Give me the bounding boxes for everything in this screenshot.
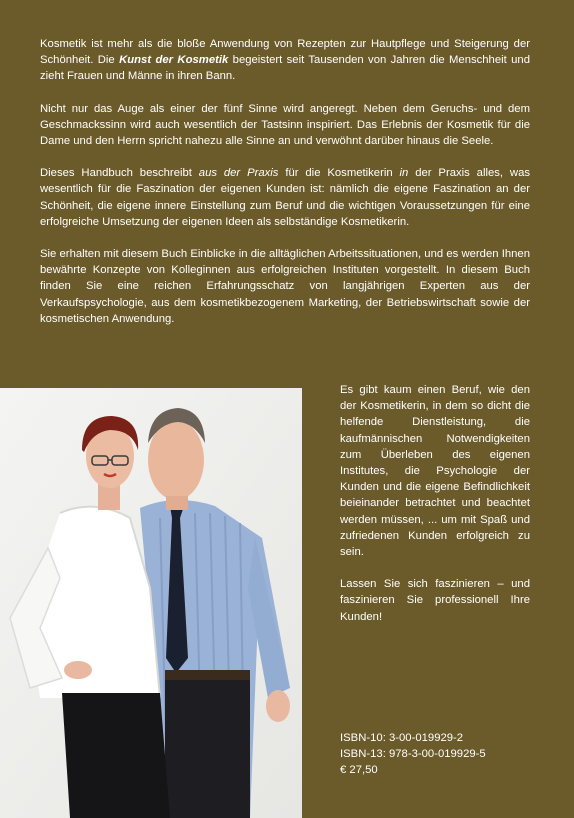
intro-p3-text-c: der Praxis alles, was wesentlich für die Faszination der eigenen Kunden ist: nämlich die eigene Faszination an der Schönheit, die eigene innere Einstellung zum Beruf und die wichtigen Voraussetzungen für eine erfolgreiche Umsetzung der eigenen Ideen als selbständige Kosmetikerin. [40,167,531,228]
isbn-13: ISBN-13: 978-3-00-019929-5 [340,748,486,761]
price: € 27,50 [340,764,378,777]
intro-p3-emphasis-1: aus der Praxis [198,167,279,180]
intro-p3-text-a: Dieses Handbuch beschreibt [40,167,199,180]
author-photo-illustration [0,388,302,818]
intro-p3-emphasis-2: in [399,167,409,180]
intro-paragraph-3 [40,165,530,230]
intro-p3-text-b: für die Kosmetikerin [278,167,400,180]
side-paragraph-1: Es gibt kaum einen Beruf, wie den der Kosmetikerin, in dem so dicht die helfende Dienstleistung, die kaufmännischen Notwendigkeiten zum Überleben des eigenen Institutes, die Psychologie der Kunden und die eigene Befindlichkeit beieinander betrachtet und beachtet werden müssen, ... um mit Spaß und zufriedenen Kunden erfolgreich zu sein. [340,384,530,559]
intro-paragraph-4: Sie erhalten mit diesem Buch Einblicke in die alltäglichen Arbeitssituationen, und es werden Ihnen bewährte Konzepte von Kolleginnen aus erfolgreichen Instituten vorgestellt. In diesem Buch finden Sie eine reichen Erfahrungsschatz von langjährigen Experten aus der Verkaufspsychologie, aus dem kosmetikbezogenem Marketing, der Betriebswirtschaft sowie der kosmetischen Anwendung. [40,248,530,325]
author-photo [0,388,302,818]
side-paragraph-2: Lassen Sie sich faszinieren – und faszinieren Sie professionell Ihre Kunden! [340,578,530,623]
intro-p1-text-b: begeistert seit Tausenden von Jahren die Menschheit und zieht Frauen und Männe in ihren Bann. [40,54,530,83]
intro-paragraph-2: Nicht nur das Auge als einer der fünf Sinne wird angeregt. Neben dem Geruchs- und dem Geschmackssinn wird auch wesentlich der Tastsinn inspiriert. Das Erlebnis der Kosmetik für die Dame und den Herrn spricht nahezu alle Sinne an und verwöhnt darüber hinaus die Seele. [40,102,530,148]
book-title-emphasis: Kunst der Kosmetik [119,54,229,67]
intro-p1-text-a: Kosmetik ist mehr als die bloße Anwendung von Rezepten zur Hautpflege und Steigerung der Schönheit. Die [40,38,530,67]
intro-paragraph-1 [40,36,530,85]
isbn-block [340,730,540,779]
intro-text [40,36,530,343]
side-text [340,382,530,641]
isbn-10: ISBN-10: 3-00-019929-2 [340,732,464,744]
